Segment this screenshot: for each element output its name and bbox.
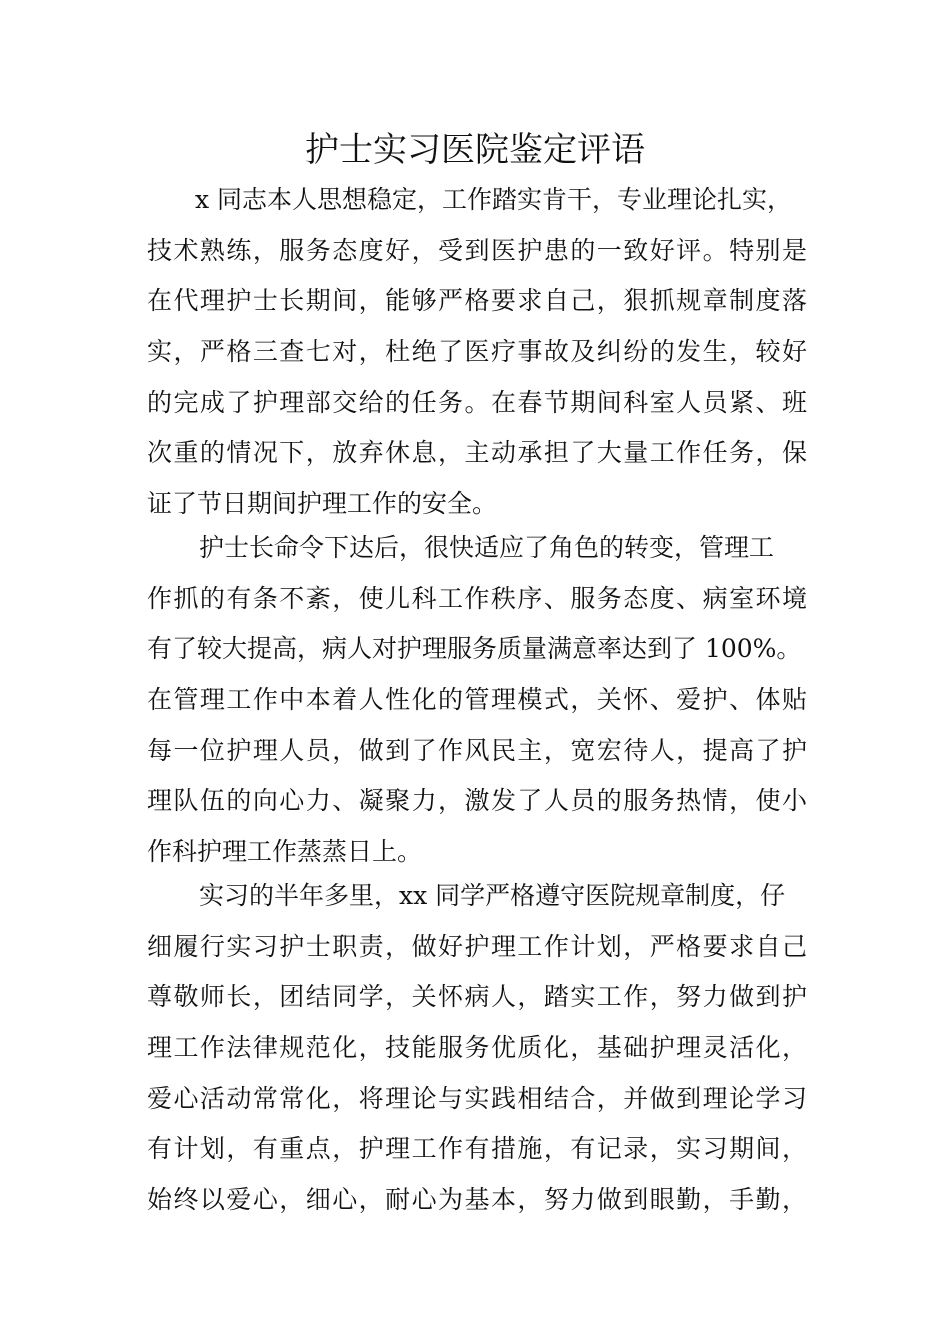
text-line: 始终以爱心，细心，耐心为基本，努力做到眼勤，手勤，	[147, 1185, 807, 1215]
text-line: 实，严格三查七对，杜绝了医疗事故及纠纷的发生，较好	[147, 337, 807, 367]
text-line: 理工作法律规范化，技能服务优质化，基础护理灵活化，	[147, 1033, 807, 1063]
text-line: 每一位护理人员，做到了作风民主，宽宏待人，提高了护	[147, 735, 807, 765]
text-line: 在代理护士长期间，能够严格要求自己，狠抓规章制度落	[147, 286, 807, 316]
text-line: 爱心活动常常化，将理论与实践相结合，并做到理论学习	[147, 1083, 807, 1113]
paragraph-3	[147, 871, 807, 1226]
text-line: 作抓的有条不紊，使儿科工作秩序、服务态度、病室环境	[147, 583, 807, 613]
paragraph-1	[147, 175, 807, 530]
text-line: 尊敬师长，团结同学，关怀病人，踏实工作，努力做到护	[147, 982, 807, 1012]
text-line: 有了较大提高，病人对护理服务质量满意率达到了 100%。	[147, 634, 802, 664]
text-line: 在管理工作中本着人性化的管理模式，关怀、爱护、体贴	[147, 685, 807, 715]
text-line: 有计划，有重点，护理工作有措施，有记录，实习期间，	[147, 1134, 807, 1164]
text-line: 护士长命令下达后，很快适应了角色的转变，管理工	[199, 533, 775, 562]
text-line: 理队伍的向心力、凝聚力，激发了人员的服务热情，使小	[147, 786, 807, 816]
paragraph-2	[147, 523, 807, 878]
text-line: 证了节日期间护理工作的安全。	[147, 489, 498, 519]
text-line: x 同志本人思想稳定，工作踏实肯干，专业理论扎实，	[195, 185, 793, 214]
text-line: 细履行实习护士职责，做好护理工作计划，严格要求自己	[147, 931, 807, 961]
text-line: 次重的情况下，放弃休息，主动承担了大量工作任务，保	[147, 438, 807, 468]
document-title: 护士实习医院鉴定评语	[305, 130, 645, 170]
text-line: 作科护理工作蒸蒸日上。	[147, 837, 423, 867]
text-line: 实习的半年多里，xx 同学严格遵守医院规章制度，仔	[199, 881, 786, 910]
text-line: 的完成了护理部交给的任务。在春节期间科室人员紧、班	[147, 387, 807, 417]
text-line: 技术熟练，服务态度好，受到医护患的一致好评。特别是	[147, 235, 807, 265]
